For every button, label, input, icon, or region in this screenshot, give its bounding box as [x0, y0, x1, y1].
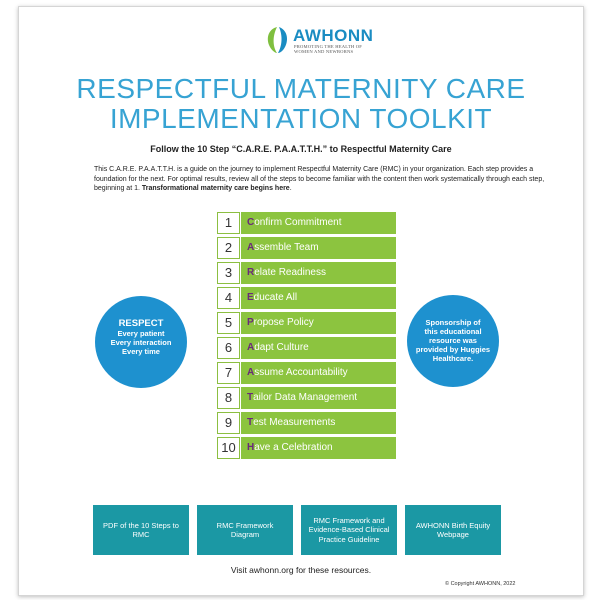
step-text: elate Readiness: [254, 267, 326, 278]
step-row: [217, 412, 397, 434]
step-label: [241, 287, 396, 309]
sponsor-line: this educational: [424, 327, 482, 336]
step-row: [217, 387, 397, 409]
intro-text: This C.A.R.E. P.A.A.T.T.H. is a guide on the journey to implement Respectful Maternity Care (RMC) in your organization. Each step provides a foundation for the next. For optimal results, review all of the steps to become familiar with the content then work systematically through each step, beginning at 1.: [94, 166, 545, 193]
step-initial: P: [247, 317, 254, 328]
step-label: [241, 412, 396, 434]
respect-line: Every patient: [117, 329, 165, 338]
step-initial: C: [247, 217, 255, 228]
respect-circle: [95, 296, 187, 388]
step-initial: R: [247, 267, 255, 278]
respect-line: Every interaction: [110, 338, 172, 347]
pdf-10-steps-button[interactable]: PDF of the 10 Steps to RMC: [93, 505, 189, 555]
rmc-guideline-button[interactable]: RMC Framework and Evidence-Based Clinical Practice Guideline: [301, 505, 397, 555]
step-label: [241, 337, 396, 359]
step-number: 6: [217, 337, 240, 359]
step-text: ailor Data Management: [253, 392, 358, 403]
step-text: onfirm Commitment: [254, 217, 342, 228]
step-row: [217, 212, 397, 234]
step-row: [217, 437, 397, 459]
sponsor-line: resource was: [429, 336, 477, 345]
step-label: [241, 312, 396, 334]
step-initial: E: [247, 292, 254, 303]
step-label: [241, 212, 396, 234]
step-number: 10: [217, 437, 240, 459]
step-initial: A: [247, 367, 255, 378]
logo-name: AWHONN: [293, 26, 374, 45]
step-label: [241, 362, 396, 384]
intro-paragraph: This C.A.R.E. P.A.A.T.T.H. is a guide on the journey to implement Respectful Maternity Care (RMC) in your organization. Each step provides a foundation for the next. For optimal results, review all of the steps to become familiar with the content then work systematically through each step, beginning at 1. Transformational maternity care begins here.: [94, 166, 545, 193]
birth-equity-webpage-button[interactable]: AWHONN Birth Equity Webpage: [405, 505, 501, 555]
step-number: 2: [217, 237, 240, 259]
step-number: 7: [217, 362, 240, 384]
subtitle: Follow the 10 Step “C.A.R.E. P.A.A.T.T.H.” to Respectful Maternity Care: [150, 144, 452, 154]
respect-heading: RESPECT: [118, 318, 164, 329]
step-initial: A: [247, 242, 255, 253]
step-number: 1: [217, 212, 240, 234]
step-number: 9: [217, 412, 240, 434]
intro-bold: Transformational maternity care begins here: [141, 185, 290, 193]
step-number: 4: [217, 287, 240, 309]
step-text: dapt Culture: [254, 342, 309, 353]
step-number: 8: [217, 387, 240, 409]
sponsor-line: Sponsorship of: [425, 318, 481, 327]
copyright: © Copyright AWHONN, 2022: [445, 581, 516, 587]
step-label: [241, 437, 396, 459]
awhonn-logo-mark-icon: [263, 25, 291, 55]
step-initial: H: [247, 442, 255, 453]
step-initial: T: [247, 392, 254, 403]
step-row: [217, 312, 397, 334]
page-title-line-2: IMPLEMENTATION TOOLKIT: [109, 103, 493, 134]
step-row: [217, 237, 397, 259]
step-label: [241, 237, 396, 259]
step-text: ssume Accountability: [254, 367, 348, 378]
step-initial: A: [247, 342, 255, 353]
steps-list: [217, 212, 397, 462]
step-row: [217, 337, 397, 359]
visit-text: Visit awhonn.org for these resources.: [230, 565, 372, 575]
respect-line: Every time: [122, 347, 160, 356]
step-text: ssemble Team: [254, 242, 319, 253]
step-text: ave a Celebration: [254, 442, 333, 453]
step-number: 5: [217, 312, 240, 334]
step-row: [217, 262, 397, 284]
sponsor-line: provided by Huggies: [415, 345, 491, 354]
logo-tagline: PROMOTING THE HEALTH OF WOMEN AND NEWBORNS: [294, 44, 363, 54]
step-text: est Measurements: [253, 417, 336, 428]
sponsor-line: Healthcare.: [432, 354, 474, 363]
page-title-line-1: RESPECTFUL MATERNITY CARE: [76, 73, 526, 104]
step-row: [217, 287, 397, 309]
sponsor-circle: [407, 295, 499, 387]
step-number: 3: [217, 262, 240, 284]
step-label: [241, 262, 396, 284]
step-text: ropose Policy: [253, 317, 314, 328]
step-label: [241, 387, 396, 409]
step-row: [217, 362, 397, 384]
toolkit-page: [18, 6, 584, 596]
awhonn-logo: [263, 25, 383, 55]
rmc-framework-diagram-button[interactable]: RMC Framework Diagram: [197, 505, 293, 555]
step-text: ducate All: [253, 292, 298, 303]
step-initial: T: [247, 417, 254, 428]
